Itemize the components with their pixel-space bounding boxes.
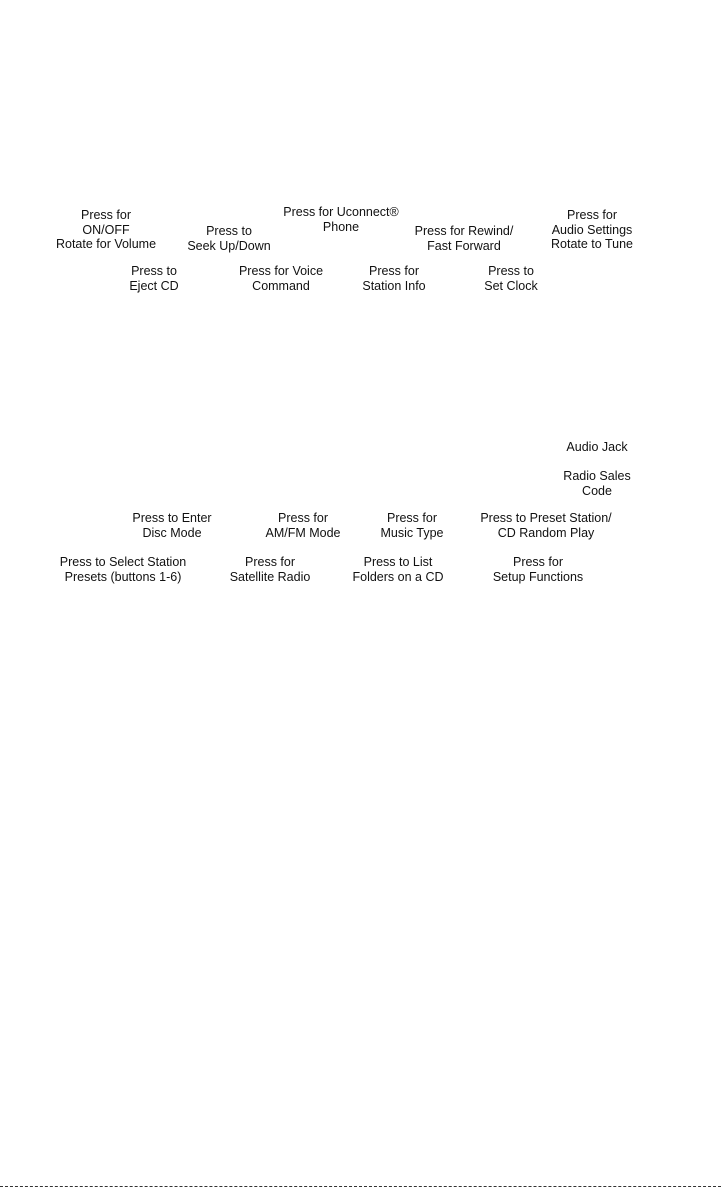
callout-line: Station Info bbox=[362, 278, 426, 293]
callout-line: Press for bbox=[277, 511, 329, 525]
callout-line: Disc Mode bbox=[142, 525, 202, 540]
setup-functions-callout bbox=[493, 555, 583, 584]
satellite-radio-callout bbox=[230, 555, 311, 584]
rewind-fast-forward-callout bbox=[415, 224, 514, 253]
callout-line: Press to bbox=[488, 264, 534, 278]
set-clock-callout bbox=[484, 264, 538, 293]
audio-settings-tune-callout bbox=[551, 208, 633, 252]
callout-line: Eject CD bbox=[129, 278, 179, 293]
page-bottom-rule bbox=[0, 1186, 721, 1187]
callout-line: Press to bbox=[131, 264, 177, 278]
callout-line: Press for bbox=[80, 208, 131, 222]
callout-line: Press for Voice bbox=[238, 264, 324, 278]
station-info-callout bbox=[362, 264, 425, 293]
callout-line: Press to Enter bbox=[132, 511, 212, 525]
callout-line: Satellite Radio bbox=[229, 569, 311, 584]
callout-line: ON/OFF bbox=[82, 222, 130, 237]
callout-line: Folders on a CD bbox=[352, 569, 444, 584]
callout-line: Presets (buttons 1-6) bbox=[64, 569, 182, 584]
callout-line: Press for bbox=[512, 555, 563, 569]
eject-cd-callout bbox=[129, 264, 178, 293]
callout-line: Audio Settings bbox=[551, 222, 633, 237]
callout-line: Code bbox=[582, 483, 612, 498]
callout-line: Press for bbox=[566, 208, 618, 222]
callout-line: Setup Functions bbox=[492, 569, 584, 584]
callout-line: Press for Uconnect® bbox=[283, 205, 399, 219]
radio-sales-code-callout bbox=[563, 469, 630, 498]
disc-mode-callout bbox=[132, 511, 211, 540]
uconnect-phone-callout bbox=[283, 205, 399, 234]
callout-line: Music Type bbox=[380, 525, 444, 540]
callout-line: Rotate for Volume bbox=[55, 237, 157, 251]
callout-line: Press to List bbox=[363, 555, 433, 569]
callout-line: CD Random Play bbox=[497, 525, 595, 540]
callout-line: Press for Rewind/ bbox=[414, 224, 514, 238]
callout-line: Phone bbox=[322, 219, 360, 234]
callout-line: Press for bbox=[368, 264, 419, 278]
callout-line: AM/FM Mode bbox=[265, 525, 341, 540]
seek-callout bbox=[187, 224, 270, 253]
music-type-callout bbox=[381, 511, 444, 540]
callout-line: Press for bbox=[244, 555, 296, 569]
callout-line: Press to bbox=[206, 224, 252, 238]
callout-line: Command bbox=[252, 278, 310, 293]
am-fm-mode-callout bbox=[265, 511, 340, 540]
callout-line: Radio Sales bbox=[563, 469, 631, 483]
on-off-volume-callout bbox=[56, 208, 156, 252]
preset-random-play-callout bbox=[480, 511, 611, 540]
callout-line: Press to Select Station bbox=[59, 555, 187, 569]
select-station-presets-callout bbox=[60, 555, 186, 584]
callout-line: Rotate to Tune bbox=[550, 237, 634, 251]
callout-line: Seek Up/Down bbox=[187, 238, 271, 253]
callout-line: Set Clock bbox=[484, 278, 538, 293]
callout-line: Press for bbox=[386, 511, 437, 525]
voice-command-callout bbox=[239, 264, 323, 293]
audio-jack-callout bbox=[566, 440, 627, 455]
callout-line: Fast Forward bbox=[427, 238, 501, 253]
callout-line: Audio Jack bbox=[566, 440, 628, 454]
list-folders-callout bbox=[352, 555, 443, 584]
callout-line: Press to Preset Station/ bbox=[480, 511, 612, 525]
